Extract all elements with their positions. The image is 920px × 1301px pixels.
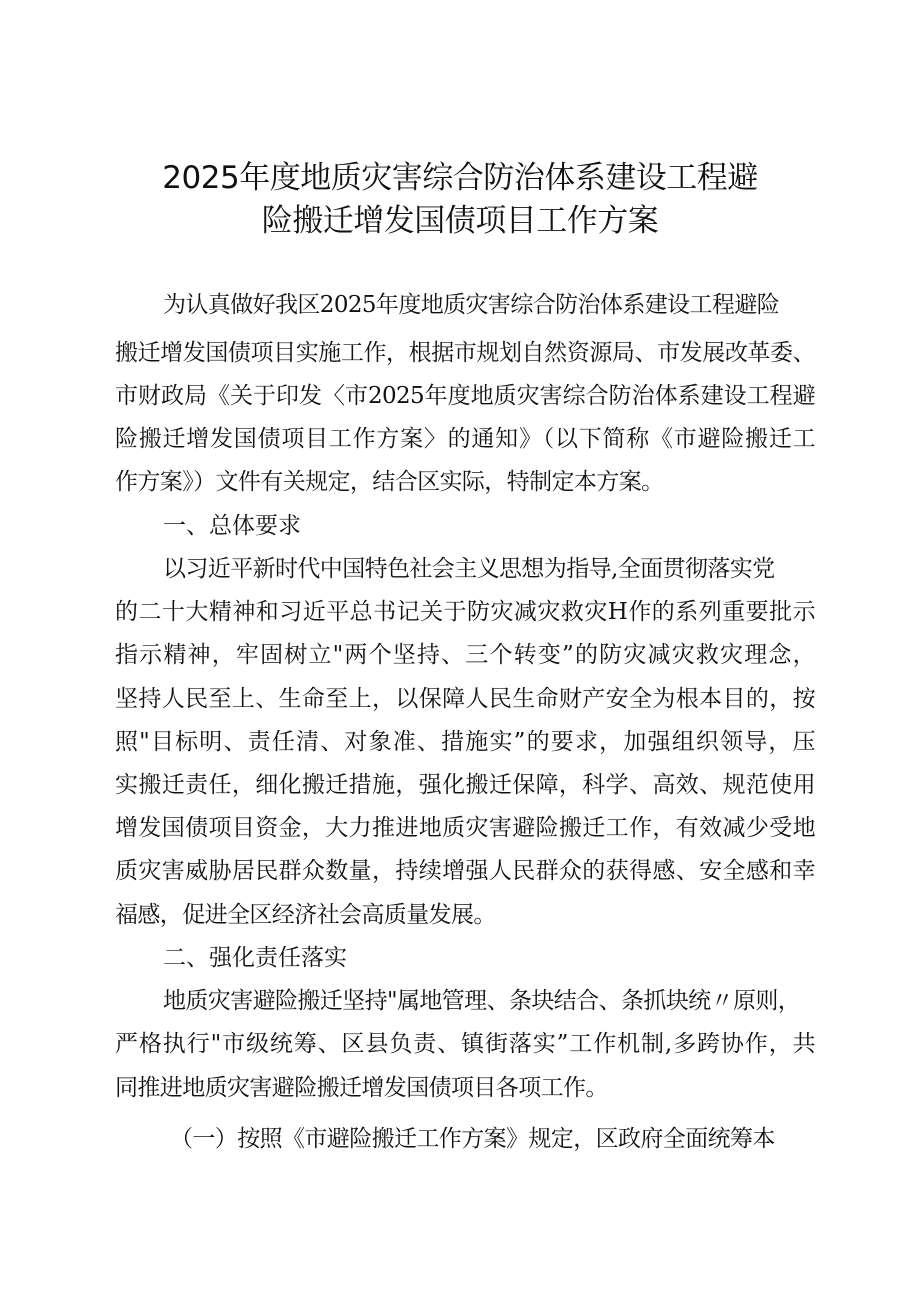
- subsection-1-line: （一）按照《市避险搬迁工作方案》规定，区政府全面统筹本: [170, 1126, 775, 1152]
- intro-line: 搬迁增发国债项目实施工作，根据市规划自然资源局、市发展改革委、: [115, 340, 815, 366]
- intro-line: 市财政局《关于印发〈市2025年度地质灾害综合防治体系建设工程避: [115, 383, 815, 409]
- section1-line: 福感，促进全区经济社会高质量发展。: [115, 902, 496, 928]
- intro-line: 险搬迁增发国债项目工作方案〉的通知》（以下简称《市避险搬迁工: [115, 426, 815, 452]
- section2-line: 同推进地质灾害避险搬迁增发国债项目各项工作。: [115, 1075, 608, 1101]
- section1-line: 照"目标明、责任清、对象准、措施实”的要求，加强组织领导，压: [115, 729, 815, 755]
- section1-line: 以习近平新时代中国特色社会主义思想为指导,全面贯彻落实党: [163, 556, 775, 582]
- document-title-line-2: 险搬迁增发国债项目工作方案: [261, 203, 659, 239]
- section-heading-strengthen-responsibility: 二、强化责任落实: [163, 945, 347, 971]
- section1-line: 坚持人民至上、生命至上，以保障人民生命财产安全为根本目的，按: [115, 686, 815, 712]
- section2-line: 地质灾害避险搬迁坚持"属地管理、条块结合、条抓块统〃原则，: [163, 988, 801, 1014]
- section2-line: 严格执行"市级统筹、区县负责、镇街落实”工作机制,多跨协作，共: [115, 1031, 815, 1057]
- section1-line: 增发国债项目资金，大力推进地质灾害避险搬迁工作，有效减少受地: [115, 815, 815, 841]
- document-title-line-1: 2025年度地质灾害综合防治体系建设工程避: [162, 160, 758, 196]
- section1-line: 实搬迁责任，细化搬迁措施，强化搬迁保障，科学、高效、规范使用: [115, 772, 815, 798]
- section1-line: 质灾害威胁居民群众数量，持续增强人民群众的获得感、安全感和幸: [115, 858, 815, 884]
- intro-line: 作方案》）文件有关规定，结合区实际，特制定本方案。: [115, 469, 664, 495]
- section-heading-general-requirements: 一、总体要求: [163, 513, 301, 539]
- intro-line: 为认真做好我区2025年度地质灾害综合防治体系建设工程避险: [163, 292, 780, 318]
- section1-line: 的二十大精神和习近平总书记关于防灾减灾救灾H作的系列重要批示: [115, 599, 815, 625]
- section1-line: 指示精神，牢固树立"两个坚持、三个转变”的防灾减灾救灾理念，: [115, 642, 815, 668]
